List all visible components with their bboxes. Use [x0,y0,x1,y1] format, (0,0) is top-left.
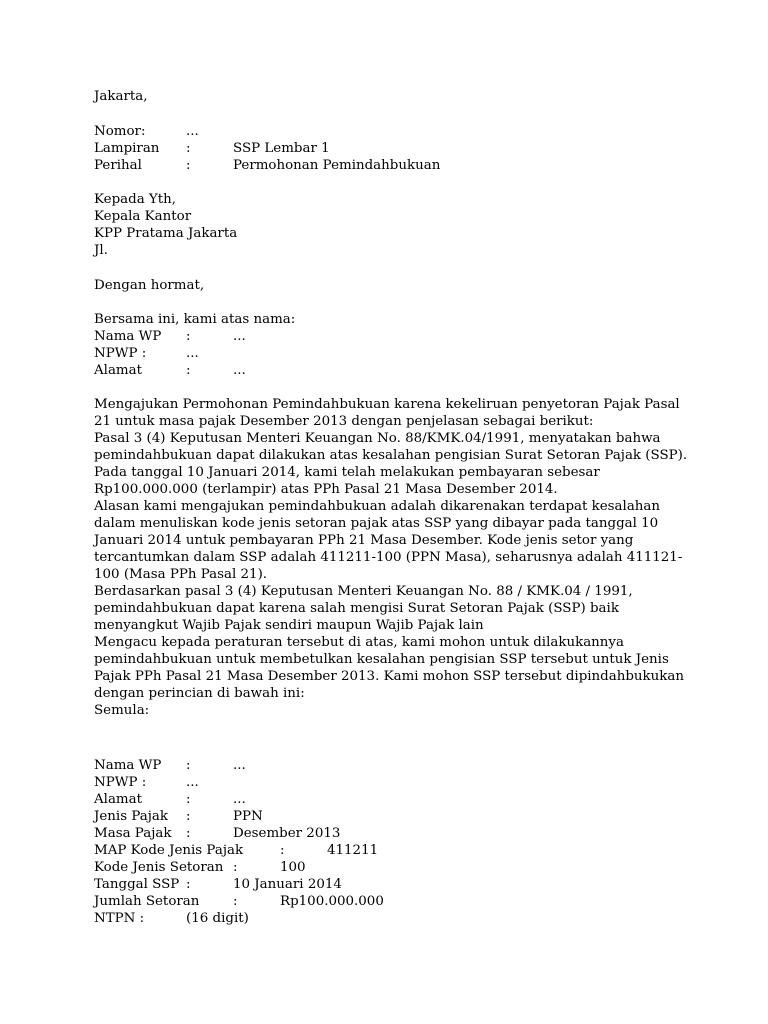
meta-nomor: Nomor: ... [94,124,199,139]
semula-npwp: NPWP : ... [94,775,199,790]
identity-nama-wp: Nama WP : ... [94,329,246,344]
intro: Bersama ini, kami atas nama: [94,312,296,327]
body-line: Mengacu kepada peraturan tersebut di atas, kami mohon untuk dilakukannya [94,635,624,650]
semula-tanggal-ssp: Tanggal SSP : 10 Januari 2014 [94,877,342,892]
body-line: pemindahbukuan dapat karena salah mengisi Surat Setoran Pajak (SSP) baik [94,601,619,616]
body-line: Pada tanggal 10 Januari 2014, kami telah melakukan pembayaran sebesar [94,465,600,480]
recipient-line: KPP Pratama Jakarta [94,226,238,241]
body-line: pemindahbukuan untuk membetulkan kesalahan pengisian SSP tersebut untuk Jenis [94,652,669,667]
body-line: Januari 2014 untuk pembayaran PPh 21 Masa Desember. Kode jenis setor yang [94,533,634,548]
recipient-line: Jl. [94,243,108,258]
body-line: 100 (Masa PPh Pasal 21). [94,567,268,582]
identity-alamat: Alamat : ... [94,363,246,378]
body-line: 21 untuk masa pajak Desember 2013 dengan penjelasan sebagai berikut: [94,414,594,429]
body-line: dengan perincian di bawah ini: [94,686,305,701]
semula-ntpn: NTPN : (16 digit) [94,911,249,926]
recipient-line: Kepala Kantor [94,209,192,224]
identity-npwp: NPWP : ... [94,346,199,361]
meta-lampiran: Lampiran : SSP Lembar 1 [94,141,330,156]
body-line: Berdasarkan pasal 3 (4) Keputusan Menteri Keuangan No. 88 / KMK.04 / 1991, [94,584,633,599]
semula-kode-setoran: Kode Jenis Setoran : 100 [94,860,306,875]
body-line: Pasal 3 (4) Keputusan Menteri Keuangan No. 88/KMK.04/1991, menyatakan bahwa [94,431,661,446]
semula-alamat: Alamat : ... [94,792,246,807]
body-line: Mengajukan Permohonan Pemindahbukuan karena kekeliruan penyetoran Pajak Pasal [94,397,680,412]
letter-place: Jakarta, [94,89,148,104]
body-line: Rp100.000.000 (terlampir) atas PPh Pasal 21 Masa Desember 2014. [94,482,558,497]
body-line: Pajak PPh Pasal 21 Masa Desember 2013. Kami mohon SSP tersebut dipindahbukukan [94,669,685,684]
semula-map-kode: MAP Kode Jenis Pajak : 411211 [94,843,379,858]
body-line: menyangkut Wajib Pajak sendiri maupun Wajib Pajak lain [94,618,484,633]
salutation: Dengan hormat, [94,278,205,293]
recipient-line: Kepada Yth, [94,192,177,207]
semula-jenis-pajak: Jenis Pajak : PPN [94,809,263,824]
body-line: Alasan kami mengajukan pemindahbukuan adalah dikarenakan terdapat kesalahan [94,499,661,514]
body-line: dalam menuliskan kode jenis setoran pajak atas SSP yang dibayar pada tanggal 10 [94,516,659,531]
meta-perihal: Perihal : Permohonan Pemindahbukuan [94,158,441,173]
body-line: Semula: [94,703,150,718]
body-line: tercantumkan dalam SSP adalah 411211-100 (PPN Masa), seharusnya adalah 411121- [94,550,683,565]
semula-masa-pajak: Masa Pajak : Desember 2013 [94,826,341,841]
semula-nama-wp: Nama WP : ... [94,758,246,773]
body-line: pemindahbukuan dapat dilakukan atas kesalahan pengisian Surat Setoran Pajak (SSP). [94,448,688,463]
semula-jumlah-setoran: Jumlah Setoran : Rp100.000.000 [94,894,384,909]
